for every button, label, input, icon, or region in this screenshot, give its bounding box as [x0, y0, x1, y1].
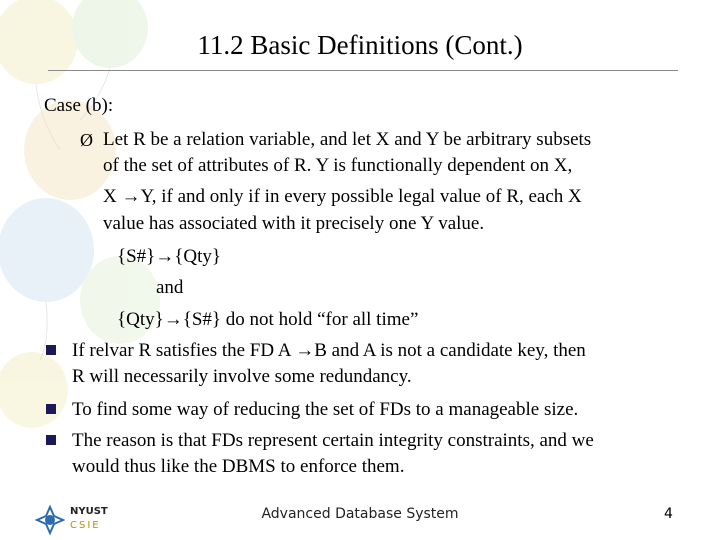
bullet-1-line-1: If relvar R satisfies the FD A →B and A is not a candidate key, then — [72, 340, 586, 361]
case-label: Case (b): — [44, 95, 114, 116]
bullet-3-line-2: would thus like the DBMS to enforce them. — [72, 456, 405, 477]
example-fd-1: {S#}→{Qty} — [117, 246, 222, 267]
logo-text-nyust: NYUST — [70, 506, 108, 517]
page-number: 4 — [664, 506, 673, 522]
logo-text-csie: CSIE — [70, 520, 101, 531]
bullet-1-line-2: R will necessarily involve some redundancy. — [72, 366, 412, 387]
arrow-bullet-line-4: value has associated with it precisely one Y value. — [103, 213, 485, 234]
arrow-bullet-line-2: of the set of attributes of R. Y is functionally dependent on X, — [103, 155, 573, 176]
bullet-3-line-1: The reason is that FDs represent certain integrity constraints, and we — [72, 430, 594, 451]
footer-course-title: Advanced Database System — [261, 506, 459, 522]
square-bullet-icon — [46, 404, 56, 414]
arrow-bullet-line-3: X →Y, if and only if in every possible legal value of R, each X — [103, 186, 582, 207]
example-fd-2: {Qty}→{S#} do not hold “for all time” — [117, 309, 419, 330]
slide-title: 11.2 Basic Definitions (Cont.) — [197, 30, 523, 60]
bullet-2-line-1: To find some way of reducing the set of FDs to a manageable size. — [72, 399, 579, 420]
arrow-bullet-line-1: Let R be a relation variable, and let X and Y be arbitrary subsets — [103, 129, 592, 150]
example-and: and — [156, 277, 184, 298]
title-divider — [48, 70, 678, 71]
square-bullet-icon — [46, 435, 56, 445]
arrow-bullet-icon: Ø — [80, 130, 93, 150]
square-bullet-icon — [46, 345, 56, 355]
